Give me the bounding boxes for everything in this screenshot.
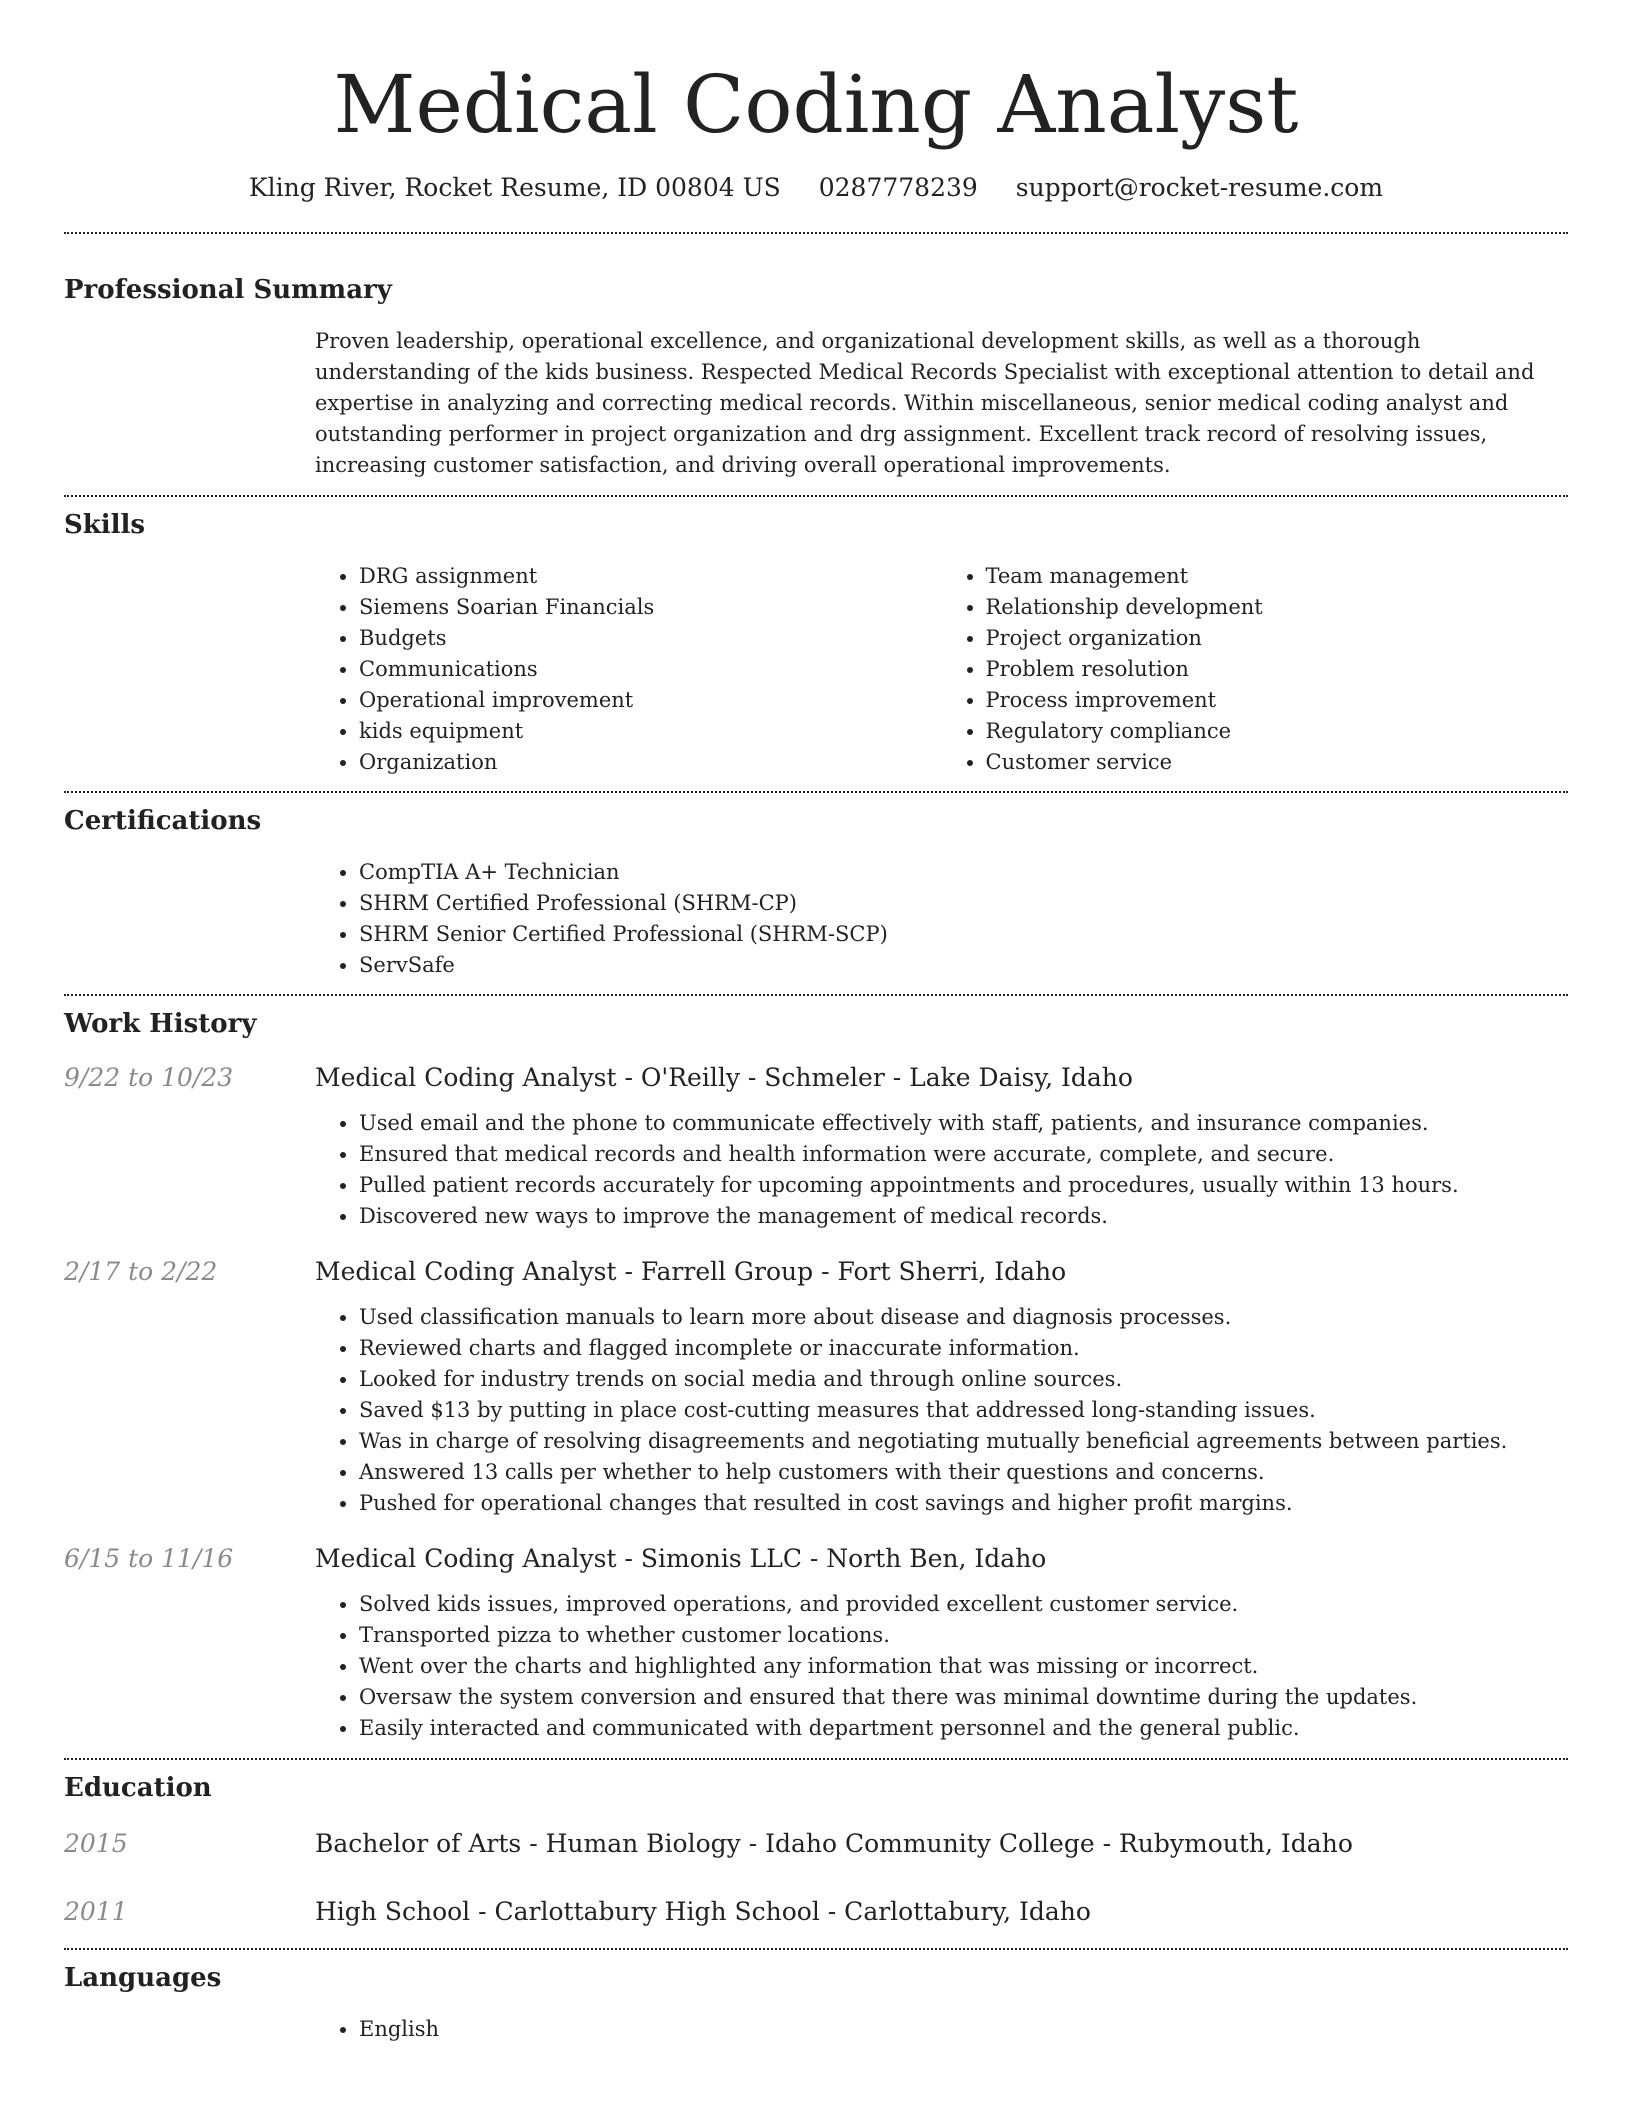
certifications-list xyxy=(315,857,1568,981)
skill-item: • Siemens Soarian Financials xyxy=(359,592,942,623)
job-entry xyxy=(64,1060,1568,1232)
job-bullet: • Went over the charts and highlighted any information that was missing or incorrect. xyxy=(359,1651,1568,1682)
skill-item: • Communications xyxy=(359,654,942,685)
skill-item: • kids equipment xyxy=(359,716,942,747)
section-title-skills: Skills xyxy=(64,510,146,540)
section-title-languages: Languages xyxy=(64,1963,222,1993)
section-certifications xyxy=(64,803,1568,981)
job-details xyxy=(315,1589,1568,1744)
certifications-content xyxy=(315,857,1568,981)
summary-text: Proven leadership, operational excellence, and organizational development skills, as well as a thorough understanding of the kids business. Respected Medical Records Specialist with exceptional attention to detail and expertise in analyzing and correcting medical records. Within miscellaneous, senior medical coding analyst and outstanding performer in project organization and drg assignment. Excellent track record of resolving issues, increasing customer satisfaction, and driving overall operational improvements. xyxy=(315,329,1535,477)
job-entry xyxy=(64,1254,1568,1519)
job-details xyxy=(315,1302,1568,1519)
divider xyxy=(64,994,1568,996)
education-entry xyxy=(64,1826,1568,1862)
section-summary xyxy=(64,272,1568,481)
skill-item: • Relationship development xyxy=(986,592,1569,623)
section-education xyxy=(64,1770,1568,1930)
skill-item: • Operational improvement xyxy=(359,685,942,716)
divider xyxy=(64,1948,1568,1950)
skill-item: • Project organization xyxy=(986,623,1569,654)
divider xyxy=(64,495,1568,497)
job-dates: 6/15 to 11/16 xyxy=(64,1544,234,1573)
job-dates: 9/22 to 10/23 xyxy=(64,1063,234,1092)
job-heading: Medical Coding Analyst - Simonis LLC - North Ben, Idaho xyxy=(315,1544,1047,1573)
job-bullet: • Reviewed charts and flagged incomplete or inaccurate information. xyxy=(359,1333,1568,1364)
job-bullet: • Solved kids issues, improved operations, and provided excellent customer service. xyxy=(359,1589,1568,1620)
skill-item: • Customer service xyxy=(986,747,1569,778)
skill-item: • Regulatory compliance xyxy=(986,716,1569,747)
divider xyxy=(64,232,1568,234)
languages-list xyxy=(315,2014,1568,2045)
section-skills xyxy=(64,507,1568,778)
skill-item: • Organization xyxy=(359,747,942,778)
contact-phone: 0287778239 xyxy=(818,173,978,202)
job-bullet: • Ensured that medical records and health information were accurate, complete, and secure. xyxy=(359,1139,1568,1170)
education-year: 2011 xyxy=(64,1897,128,1926)
contact-address: Kling River, Rocket Resume, ID 00804 US xyxy=(248,173,781,202)
job-bullets xyxy=(315,1302,1568,1519)
divider xyxy=(64,791,1568,793)
skill-item: • Process improvement xyxy=(986,685,1569,716)
job-bullet: • Transported pizza to whether customer locations. xyxy=(359,1620,1568,1651)
job-bullets xyxy=(315,1589,1568,1744)
job-bullet: • Used email and the phone to communicate effectively with staff, patients, and insurance companies. xyxy=(359,1108,1568,1139)
job-bullet: • Oversaw the system conversion and ensured that there was minimal downtime during the updates. xyxy=(359,1682,1568,1713)
job-bullet: • Pulled patient records accurately for upcoming appointments and procedures, usually within 13 hours. xyxy=(359,1170,1568,1201)
contact-line xyxy=(64,170,1568,206)
skill-item: • Team management xyxy=(986,561,1569,592)
education-entry xyxy=(64,1894,1568,1930)
certification-item: • SHRM Senior Certified Professional (SHRM-SCP) xyxy=(359,919,1568,950)
divider xyxy=(64,1758,1568,1760)
skill-item: • Problem resolution xyxy=(986,654,1569,685)
job-dates: 2/17 to 2/22 xyxy=(64,1257,218,1286)
section-title-certifications: Certifications xyxy=(64,806,262,836)
job-bullet: • Discovered new ways to improve the management of medical records. xyxy=(359,1201,1568,1232)
certification-item: • CompTIA A+ Technician xyxy=(359,857,1568,888)
job-heading: Medical Coding Analyst - O'Reilly - Schmeler - Lake Daisy, Idaho xyxy=(315,1063,1133,1092)
skills-list-left xyxy=(315,561,942,778)
job-bullet: • Easily interacted and communicated with department personnel and the general public. xyxy=(359,1713,1568,1744)
job-bullet: • Pushed for operational changes that resulted in cost savings and higher profit margins. xyxy=(359,1488,1568,1519)
skills-columns xyxy=(315,561,1568,778)
education-heading: High School - Carlottabury High School - Carlottabury, Idaho xyxy=(315,1897,1091,1926)
section-title-summary: Professional Summary xyxy=(64,275,392,305)
job-header xyxy=(64,1541,1568,1577)
job-heading: Medical Coding Analyst - Farrell Group - Fort Sherri, Idaho xyxy=(315,1257,1067,1286)
education-heading: Bachelor of Arts - Human Biology - Idaho Community College - Rubymouth, Idaho xyxy=(315,1829,1353,1858)
section-work-history xyxy=(64,1006,1568,1744)
resume-name: Medical Coding Analyst xyxy=(333,58,1299,151)
contact-email: support@rocket-resume.com xyxy=(1015,173,1384,202)
job-bullet: • Saved $13 by putting in place cost-cutting measures that addressed long-standing issues. xyxy=(359,1395,1568,1426)
job-bullet: • Looked for industry trends on social media and through online sources. xyxy=(359,1364,1568,1395)
education-year: 2015 xyxy=(64,1829,128,1858)
section-title-education: Education xyxy=(64,1773,212,1803)
section-languages xyxy=(64,1960,1568,2045)
job-bullets xyxy=(315,1108,1568,1232)
certification-item: • SHRM Certified Professional (SHRM-CP) xyxy=(359,888,1568,919)
skill-item: • DRG assignment xyxy=(359,561,942,592)
job-bullet: • Used classification manuals to learn more about disease and diagnosis processes. xyxy=(359,1302,1568,1333)
language-item: • English xyxy=(359,2014,1568,2045)
job-bullet: • Answered 13 calls per whether to help customers with their questions and concerns. xyxy=(359,1457,1568,1488)
certification-item: • ServSafe xyxy=(359,950,1568,981)
resume-page xyxy=(64,0,1568,2045)
job-details xyxy=(315,1108,1568,1232)
job-bullet: • Was in charge of resolving disagreements and negotiating mutually beneficial agreements between parties. xyxy=(359,1426,1568,1457)
job-header xyxy=(64,1060,1568,1096)
skills-list-right xyxy=(942,561,1569,778)
job-header xyxy=(64,1254,1568,1290)
languages-content xyxy=(315,2014,1568,2045)
job-entry xyxy=(64,1541,1568,1744)
section-title-work-history: Work History xyxy=(64,1009,257,1039)
skill-item: • Budgets xyxy=(359,623,942,654)
